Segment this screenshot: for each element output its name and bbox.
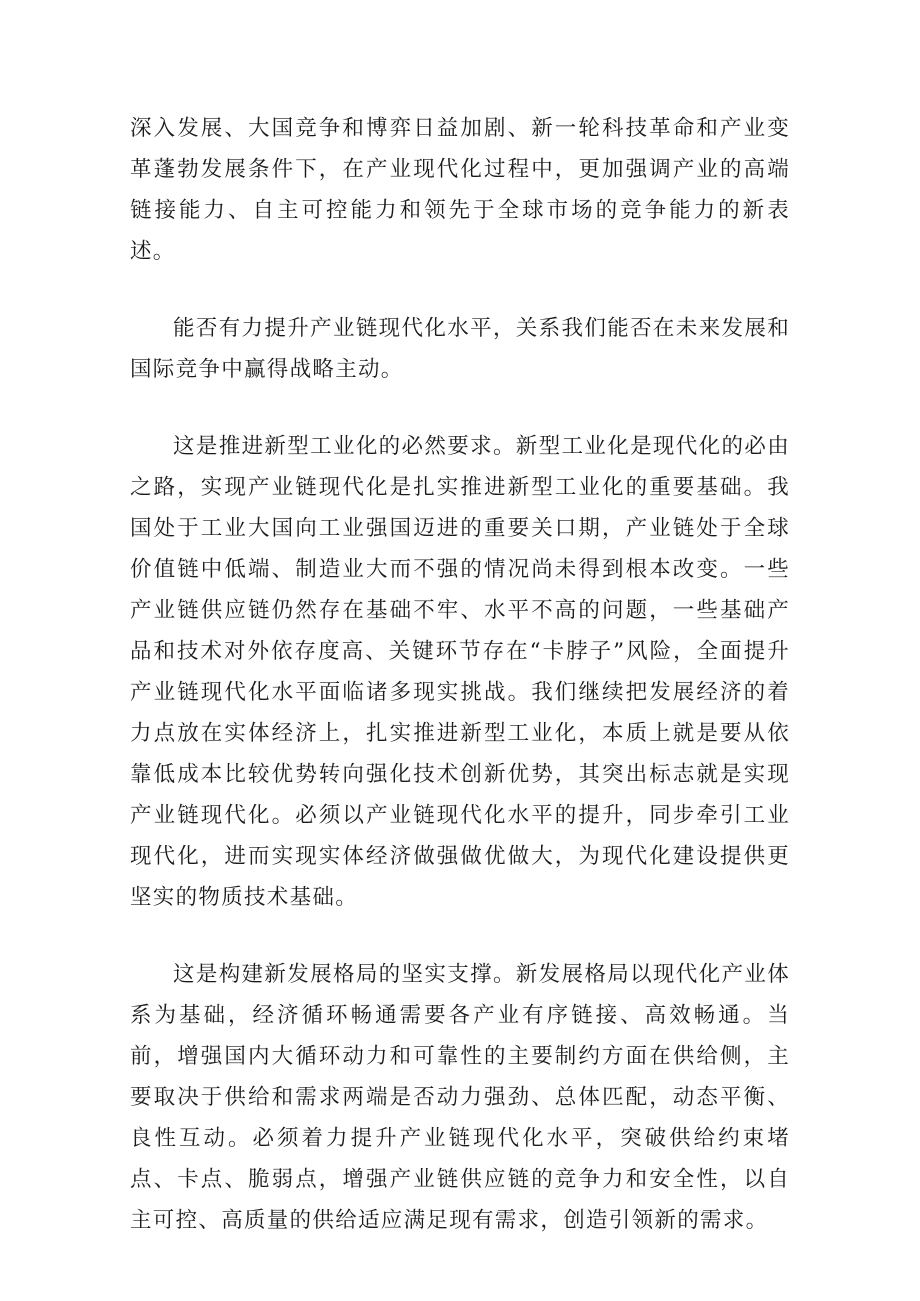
paragraph-continuation: 深入发展、大国竞争和博弈日益加剧、新一轮科技革命和产业变革蓬勃发展条件下，在产业现代化过程中，更加强调产业的高端链接能力、自主可控能力和领先于全球市场的竞争能力的新表述。 <box>130 116 790 264</box>
document-page <box>130 108 790 1277</box>
paragraph-strategic-initiative: 能否有力提升产业链现代化水平，关系我们能否在未来发展和国际竞争中赢得战略主动。 <box>130 316 790 382</box>
paragraph-new-development-pattern: 这是构建新发展格局的坚实支撑。新发展格局以现代化产业体系为基础，经济循环畅通需要各产业有序链接、高效畅通。当前，增强国内大循环动力和可靠性的主要制约方面在供给侧，主要取决于供给和需求两端是否动力强劲、总体匹配，动态平衡、良性互动。必须着力提升产业链现代化水平，突破供给约束堵点、卡点、脆弱点，增强产业链供应链的竞争力和安全性，以自主可控、高质量的供给适应满足现有需求，创造引领新的需求。 <box>130 962 790 1233</box>
paragraph-new-industrialization: 这是推进新型工业化的必然要求。新型工业化是现代化的必由之路，实现产业链现代化是扎实推进新型工业化的重要基础。我国处于工业大国向工业强国迈进的重要关口期，产业链处于全球价值链中低端、制造业大而不强的情况尚未得到根本改变。一些产业链供应链仍然存在基础不牢、水平不高的问题，一些基础产品和技术对外依存度高、关键环节存在“卡脖子”风险，全面提升产业链现代化水平面临诸多现实挑战。我们继续把发展经济的着力点放在实体经济上，扎实推进新型工业化，本质上就是要从依靠低成本比较优势转向强化技术创新优势，其突出标志就是实现产业链现代化。必须以产业链现代化水平的提升，同步牵引工业现代化，进而实现实体经济做强做优做大，为现代化建设提供更坚实的物质技术基础。 <box>130 434 790 910</box>
